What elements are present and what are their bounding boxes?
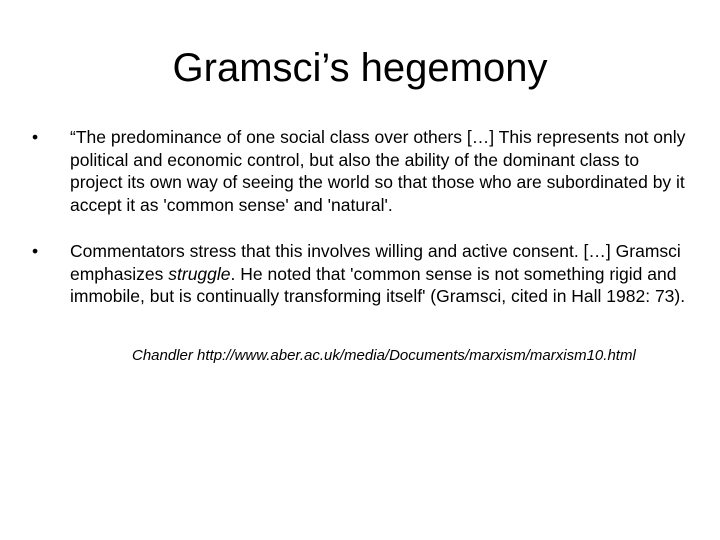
slide-title: Gramsci’s hegemony	[172, 46, 548, 90]
bullet-text-before-emphasis: Commentators stress that this involves willing and active consent. […] Gramsci emphasizes	[70, 241, 681, 284]
bullet-marker-icon: •	[32, 241, 39, 261]
bullet-list	[32, 126, 692, 308]
bullet-item-definition	[32, 126, 692, 216]
bullet-emphasis-word: struggle	[168, 263, 231, 284]
bullet-marker-icon: •	[32, 127, 39, 147]
bullet-text-after-emphasis: . He noted that 'common sense is not something rigid and immobile, but is continually transforming itself' (Gramsci, cited in Hall 1982: 73).	[70, 263, 686, 306]
source-citation: Chandler http://www.aber.ac.uk/media/Documents/marxism/marxism10.html	[132, 347, 636, 364]
bullet-item-commentary	[32, 240, 692, 308]
bullet-text: “The predominance of one social class over others […] This represents not only political and economic control, but also the ability of the dominant class to project its own way of seeing the world so that those who are subordinated by it accept it as 'common sense' and 'natural'.	[70, 127, 686, 215]
